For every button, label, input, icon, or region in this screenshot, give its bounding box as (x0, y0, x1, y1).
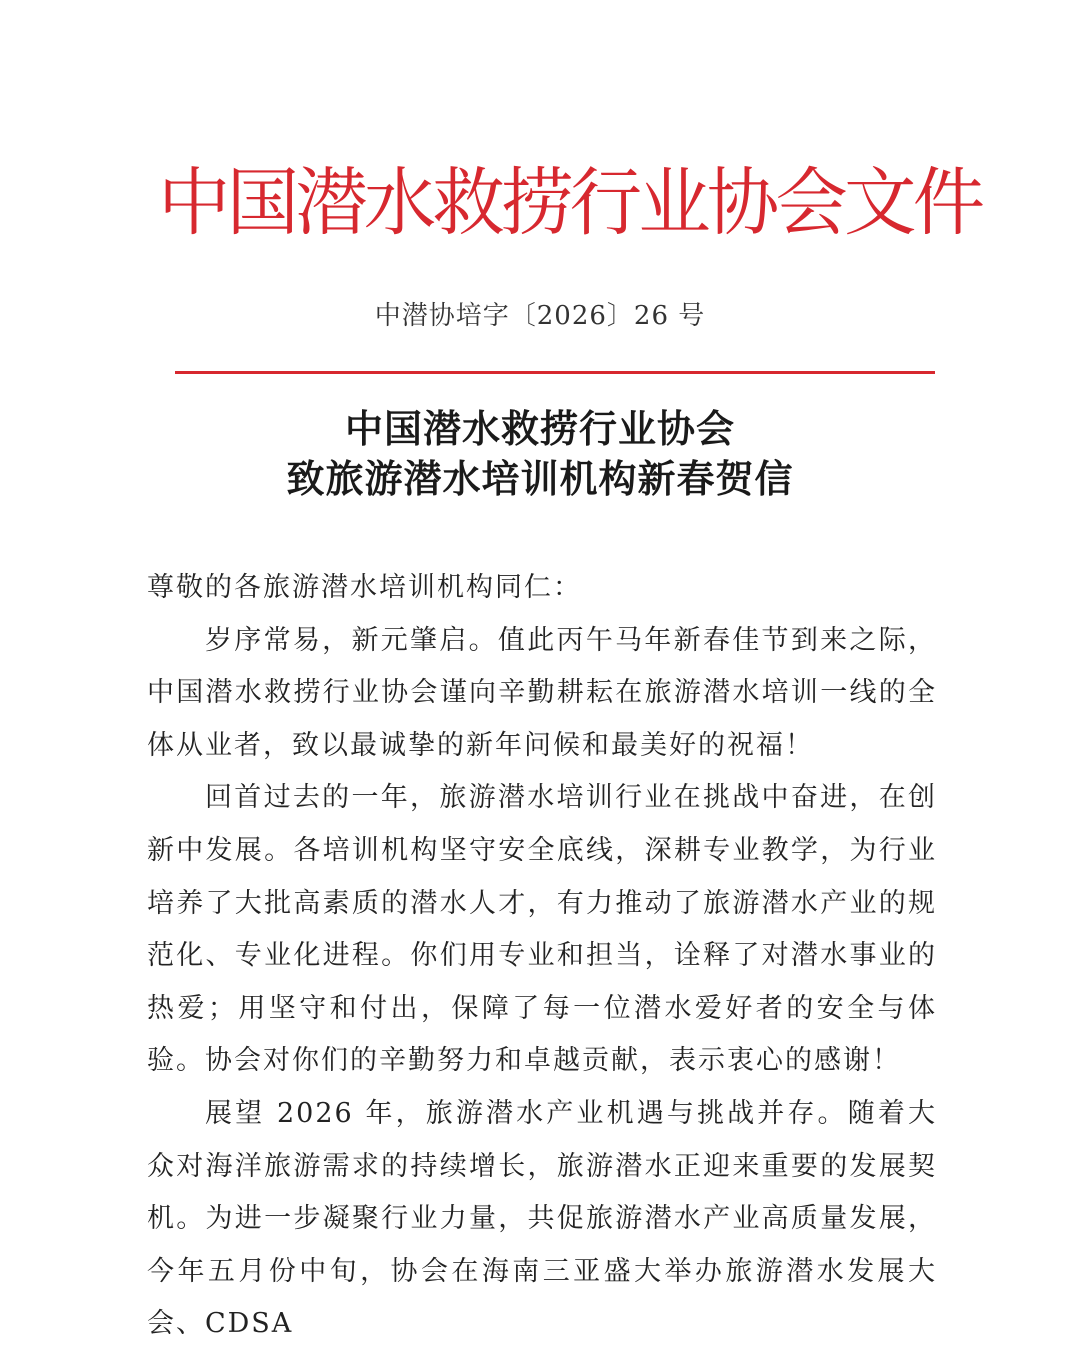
letter-body (147, 562, 937, 1351)
letter-title-line-1: 中国潜水救捞行业协会 (344, 406, 735, 451)
paragraph-1: 岁序常易，新元肇启。值此丙午马年新春佳节到来之际，中国潜水救捞行业协会谨向辛勤耕耘在旅游潜水培训一线的全体从业者，致以最诚挚的新年问候和最美好的祝福！ (147, 624, 937, 761)
red-header-title: 中国潜水救捞行业协会文件 (158, 160, 982, 246)
salutation: 尊敬的各旅游潜水培训机构同仁： (147, 572, 582, 603)
red-divider-line (175, 371, 935, 374)
paragraph-3: 展望 2026 年，旅游潜水产业机遇与挑战并存。随着大众对海洋旅游需求的持续增长，旅游潜水正迎来重要的发展契机。为进一步凝聚行业力量，共促旅游潜水产业高质量发展，今年五月份中旬，协会在海南三亚盛大举办旅游潜水发展大会、CDSA (147, 1097, 937, 1340)
document-number: 中潜协培字〔2026〕26 号 (374, 301, 706, 331)
paragraph-2: 回首过去的一年，旅游潜水培训行业在挑战中奋进，在创新中发展。各培训机构坚守安全底线，深耕专业教学，为行业培养了大批高素质的潜水人才，有力推动了旅游潜水产业的规范化、专业化进程。你们用专业和担当，诠释了对潜水事业的热爱；用坚守和付出，保障了每一位潜水爱好者的安全与体验。协会对你们的辛勤努力和卓越贡献，表示衷心的感谢！ (147, 782, 937, 1077)
letter-title-line-2: 致旅游潜水培训机构新春贺信 (286, 456, 794, 501)
letter-title (0, 404, 1080, 504)
